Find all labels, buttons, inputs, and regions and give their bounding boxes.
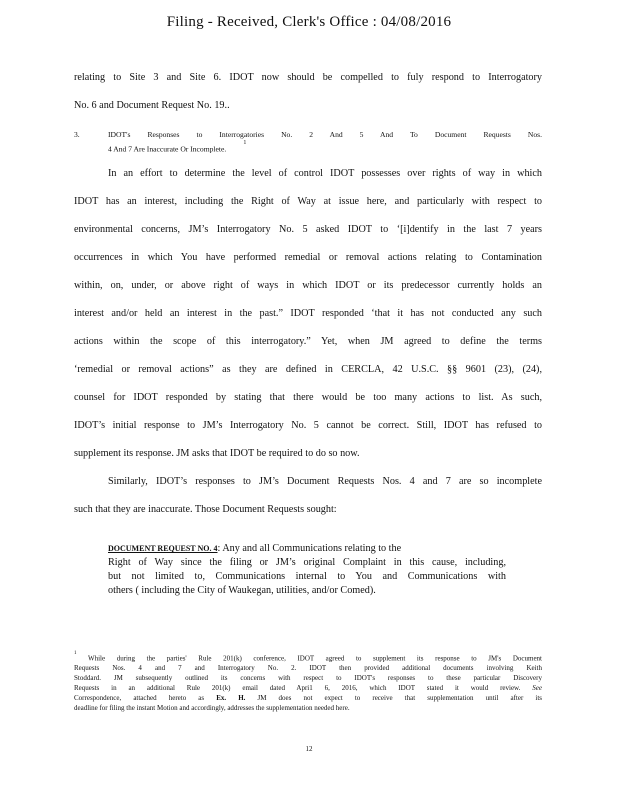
paragraph-1-line: ‘remedial or removal actions” as they are defined in CERCLA, 42 U.S.C. §§ 9601 (23), (24),: [74, 364, 542, 375]
footnote-line-6: deadline for filing the instant Motion and accordingly, addresses the supplementation needed here.: [74, 704, 350, 712]
exhibit-reference: Ex. H.: [216, 694, 246, 702]
paragraph-1-line: counsel for IDOT responded by stating that there would be too many actions to list. As such,: [74, 392, 542, 403]
heading-line-1: IDOT's Responses to Interrogatories No. 2 And 5 And To Document Requests Nos.: [108, 130, 542, 139]
page-number: 12: [305, 745, 313, 753]
paragraph-1-line: IDOT’s initial response to JM’s Interrogatory No. 5 cannot be correct. Still, IDOT has refused to: [74, 420, 542, 431]
heading-line-2-text: 4 And 7 Are Inaccurate Or Incomplete.: [108, 144, 227, 154]
paragraph-2-line: such that they are inaccurate. Those Document Requests sought:: [74, 504, 337, 515]
paragraph-1-line: interest and/or held an interest in the past.” IDOT responded ‘that it has not conducted any such: [74, 308, 542, 319]
footnote-see-signal: See: [532, 684, 542, 692]
document-request-label: DOCUMENT REQUEST NO. 4: [108, 544, 218, 553]
paragraph-1-line: environmental concerns, JM’s Interrogatory No. 5 asked IDOT to ‘[i]dentify in the last 7 years: [74, 224, 542, 235]
intro-line-2: No. 6 and Document Request No. 19..: [74, 100, 230, 111]
quote-line-1-rest: : Any and all Communications relating to the: [217, 543, 402, 554]
footnote-line-5-start: Correspondence, attached hereto as: [74, 694, 205, 702]
paragraph-1-line: occurrences in which You have performed remedial or removal actions relating to Contamination: [74, 252, 542, 263]
heading-number: 3.: [74, 130, 80, 139]
paragraph-1-line: within, on, under, or above right of ways in which IDOT or its predecessor currently holds an: [74, 280, 542, 291]
intro-line-1: relating to Site 3 and Site 6. IDOT now should be compelled to fuly respond to Interrogatory: [74, 72, 542, 83]
footnote-line-1-text: While during the parties' Rule 201(k) conference, IDOT agreed to supplement its response to JM's Document: [88, 654, 542, 663]
footnote-line-4-text: Requests in an additional Rule 201(k) email dated Apri1 6, 2016, which IDOT stated it would review.: [74, 684, 521, 692]
footnote-line-5: [74, 694, 542, 702]
paragraph-2-line: Similarly, IDOT’s responses to JM’s Document Requests Nos. 4 and 7 are so incomplete: [108, 476, 542, 487]
filing-header: Filing - Received, Clerk's Office : 04/08/2016: [166, 14, 452, 30]
footnote-line-3: Stoddard. JM subsequently outlined its concerns with respect to IDOT's responses to these particular Discovery: [74, 674, 542, 682]
heading-line-2: [108, 140, 247, 154]
footnote-line-1: [74, 651, 542, 663]
footnote-line-4: [74, 684, 542, 692]
quote-line-4: others ( including the City of Waukegan, utilities, and/or Comed).: [108, 585, 376, 596]
paragraph-1-line: In an effort to determine the level of control IDOT possesses over rights of way in which: [108, 168, 542, 179]
paragraph-1-line: actions within the scope of this interrogatory.” Yet, when JM agreed to define the terms: [74, 336, 542, 347]
quote-line-2: Right of Way since the filing or JM’s original Complaint in this cause, including,: [108, 557, 506, 568]
quote-line-3: but not limited to, Communications internal to You and Communications with: [108, 571, 506, 582]
footnote-line-5-end: JM does not expect to receive that supplementation until after its: [257, 694, 543, 702]
footnote-line-2: Requests Nos. 4 and 7 and Interrogatory No. 2. IDOT then provided additional documents involving Keith: [74, 664, 542, 672]
paragraph-1-line: IDOT has an interest, including the Right of Way at issue here, and particularly with respect to: [74, 196, 542, 207]
footnote-ref: 1: [243, 140, 247, 146]
quote-line-1: [108, 543, 401, 554]
footnote-mark: 1: [74, 651, 77, 656]
paragraph-1-line: supplement its response. JM asks that IDOT be required to do so now.: [74, 448, 360, 459]
